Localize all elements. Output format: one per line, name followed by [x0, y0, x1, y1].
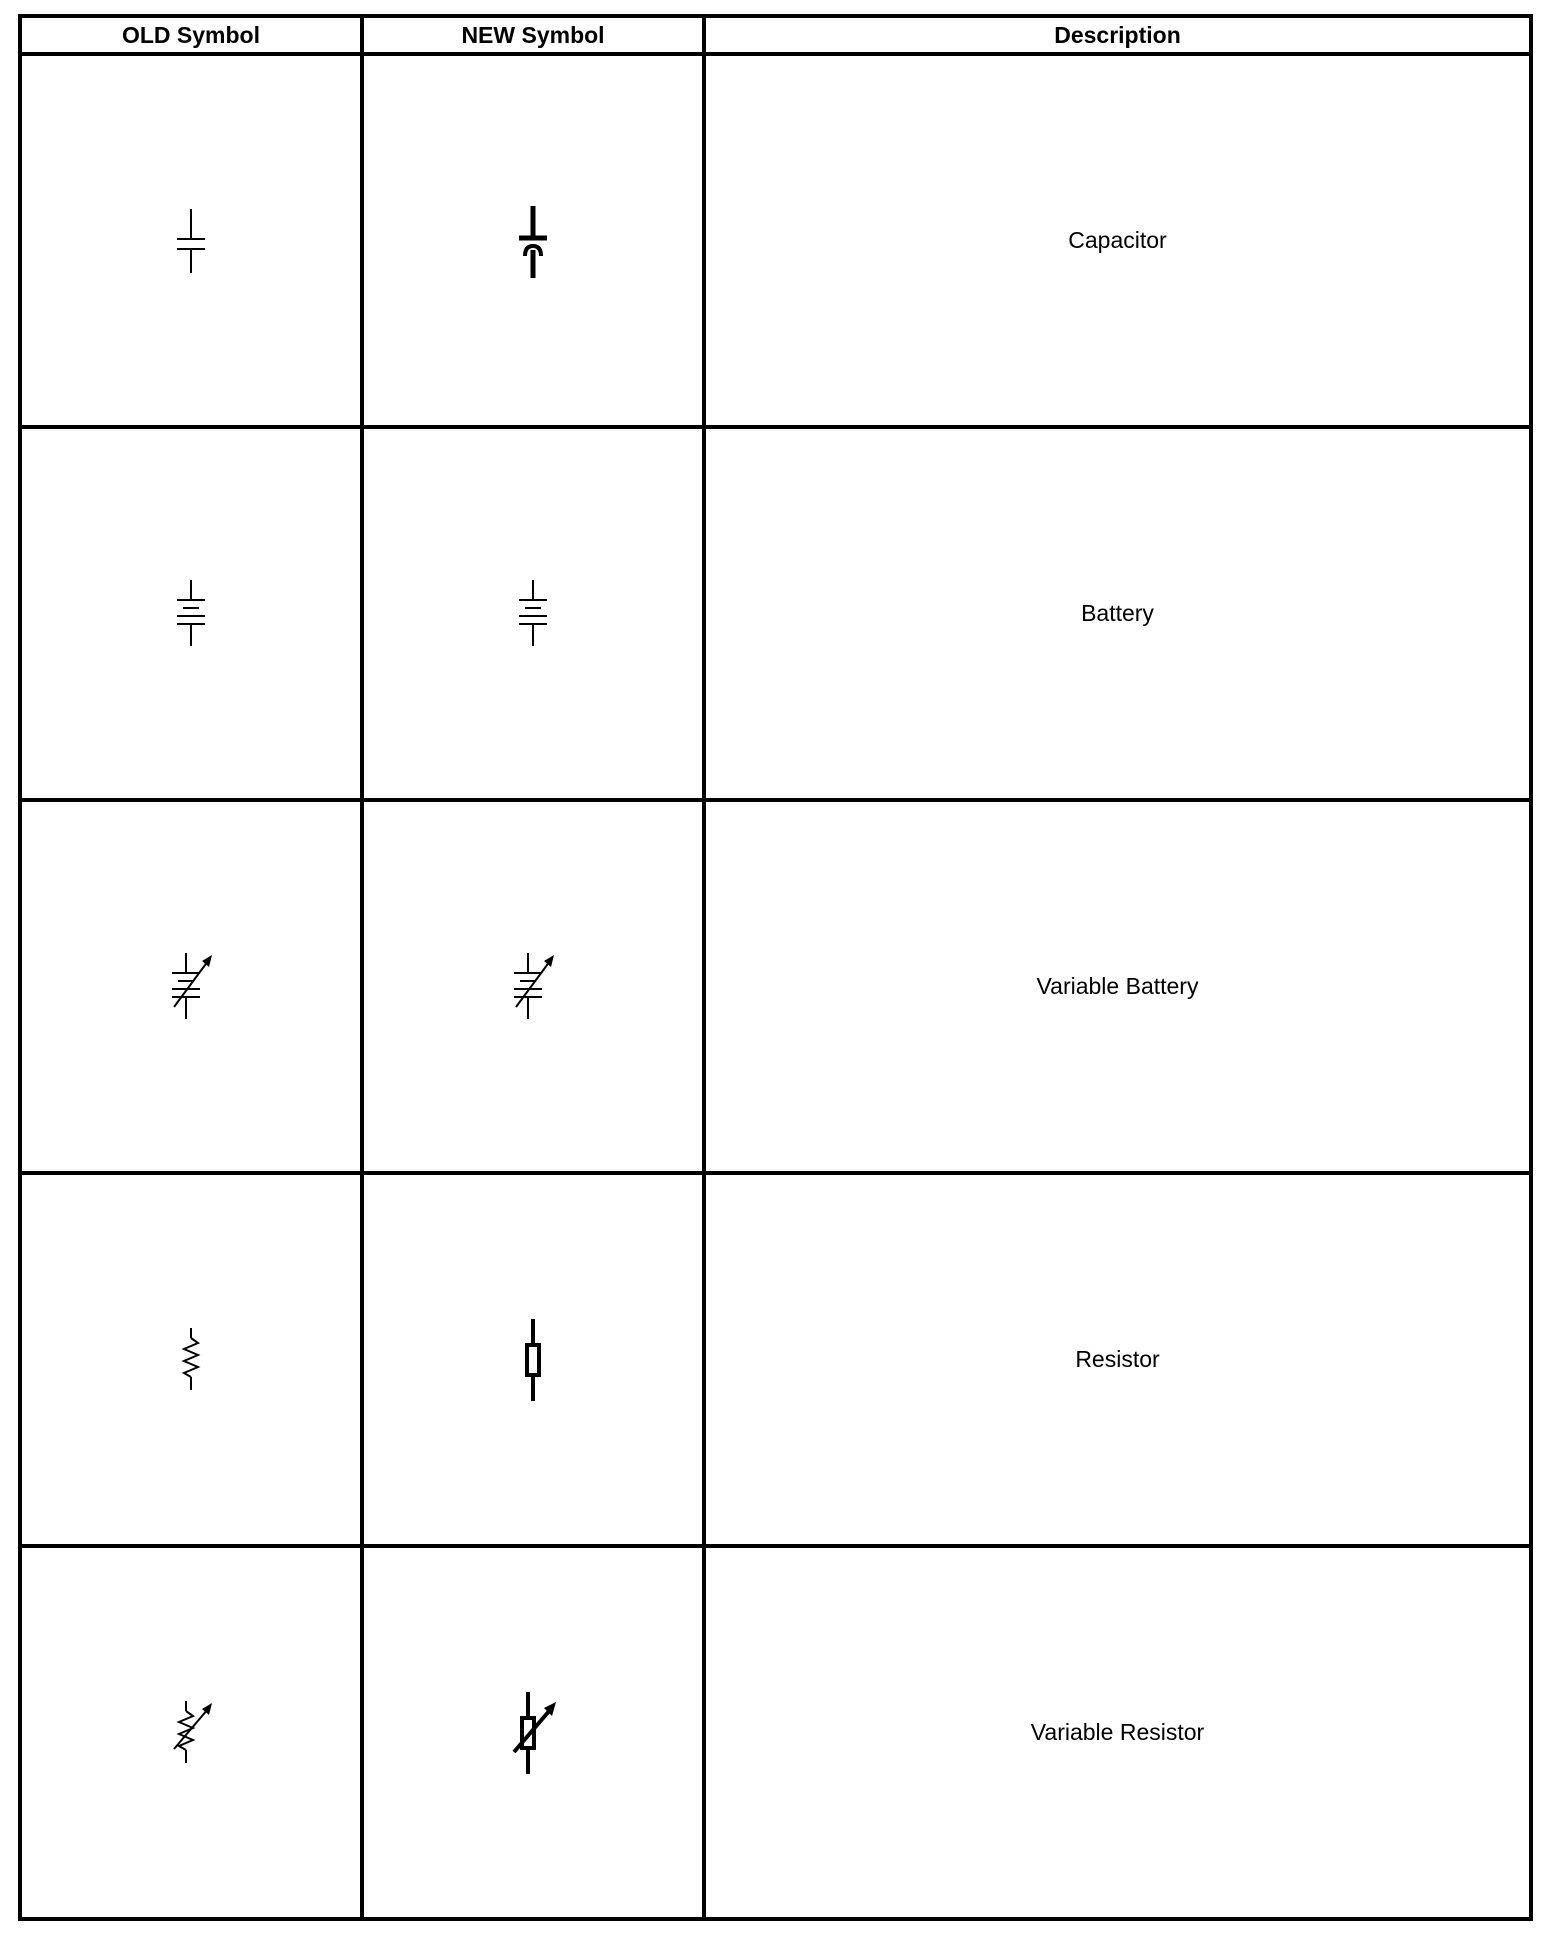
variable-battery-new-symbol-icon	[498, 947, 568, 1027]
description-cell: Capacitor	[704, 54, 1531, 427]
new-symbol-cell	[362, 54, 704, 427]
description-cell: Variable Resistor	[704, 1546, 1531, 1919]
old-symbol-cell	[20, 54, 362, 427]
new-symbol-header: NEW Symbol	[362, 16, 704, 54]
new-symbol-cell	[362, 1546, 704, 1919]
new-symbol-cell	[362, 1173, 704, 1546]
new-symbol-cell	[362, 800, 704, 1173]
table-row	[20, 1546, 1531, 1919]
description-cell: Variable Battery	[704, 800, 1531, 1173]
table-row	[20, 1173, 1531, 1546]
capacitor-old-symbol-icon	[161, 201, 221, 281]
variable-battery-old-symbol-icon	[156, 947, 226, 1027]
table-row	[20, 54, 1531, 427]
battery-old-symbol-icon	[161, 574, 221, 654]
resistor-old-symbol-icon	[161, 1320, 221, 1400]
header-row	[20, 16, 1531, 54]
new-symbol-cell	[362, 427, 704, 800]
symbol-comparison-table	[18, 14, 1533, 1921]
capacitor-new-symbol-icon	[503, 196, 563, 286]
old-symbol-cell	[20, 427, 362, 800]
old-symbol-cell	[20, 800, 362, 1173]
variable-resistor-old-symbol-icon	[156, 1693, 226, 1773]
resistor-new-symbol-icon	[503, 1315, 563, 1405]
description-header: Description	[704, 16, 1531, 54]
table-row	[20, 427, 1531, 800]
table-row	[20, 800, 1531, 1173]
description-cell: Resistor	[704, 1173, 1531, 1546]
battery-new-symbol-icon	[503, 574, 563, 654]
old-symbol-cell	[20, 1546, 362, 1919]
variable-resistor-new-symbol-icon	[498, 1688, 568, 1778]
description-cell: Battery	[704, 427, 1531, 800]
old-symbol-header: OLD Symbol	[20, 16, 362, 54]
old-symbol-cell	[20, 1173, 362, 1546]
